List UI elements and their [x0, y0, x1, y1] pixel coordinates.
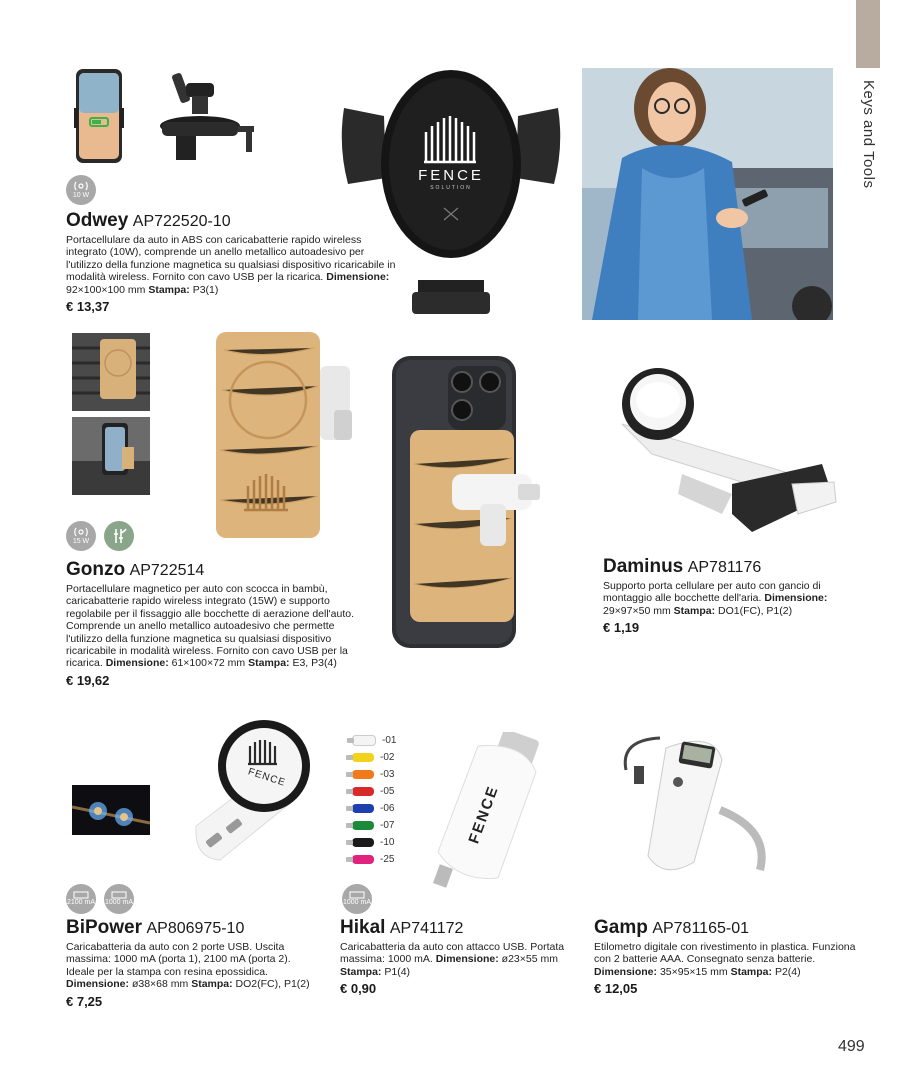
gonzo-phone-image [388, 354, 544, 652]
gamp-image [620, 730, 780, 880]
swatch [352, 838, 374, 847]
odwey-phone-thumbnail [74, 68, 126, 166]
hikal-image [428, 732, 540, 892]
output-1000ma-badge: 1000 mA [104, 884, 134, 914]
product-code: AP722520-10 [132, 213, 231, 230]
product-price: € 0,90 [340, 981, 377, 997]
swatch [352, 735, 376, 746]
section-label: Keys and Tools [860, 80, 877, 189]
product-code: AP741172 [389, 920, 464, 937]
swatch [352, 753, 374, 762]
hikal-title [340, 917, 570, 939]
product-name: Gamp [594, 917, 648, 938]
product-description: Portacellulare magnetico per auto con scocca in bambù, caricabatterie rapido wireless integrato (15W) e supporto regolabile per il fissaggio alle bocchette di aerazione dell'auto. Comprende un anello metallico autoadesivo che permette l'utilizzo della funzione magnetica su qualsiasi dispositivo ricaricabile in modalità wireless. Fornito con cavo USB per la ricarica. Dimensione: 61×100×72 mm Stampa: E3, P3(4) [66, 583, 355, 670]
gonzo-info [66, 559, 366, 688]
wireless-10w-badge: 10 W [66, 175, 96, 205]
svg-text:FENCE: FENCE [465, 782, 503, 846]
gonzo-bamboo-image [214, 330, 364, 540]
daminus-title [603, 556, 853, 578]
gonzo-title [66, 559, 366, 581]
daminus-info [603, 556, 853, 635]
product-description: Caricabatteria da auto con 2 porte USB. Uscita massima: 1000 mA (porta 1), 2100 mA (porta 2). Ideale per la stampa con resina epossidica. Dimensione: ø38×68 mm Stampa: DO2(FC), P1(2) [66, 941, 310, 991]
swatch [352, 804, 374, 813]
wireless-15w-badge: 15 W [66, 521, 96, 551]
color-variant[interactable]: -10 [352, 834, 412, 851]
section-tab-marker [856, 0, 880, 68]
product-name: BiPower [66, 917, 143, 938]
product-price: € 13,37 [66, 299, 110, 315]
bipower-image [176, 716, 326, 866]
color-variant[interactable]: -03 [352, 766, 412, 783]
product-description: Portacellulare da auto in ABS con caricabatterie rapido wireless integrato (10W), comprende un anello metallico autoadesivo per l'utilizzo della funzione magnetica su qualsiasi dispositivo ricaricabile in modalità wireless. Fornito con cavo USB per la ricarica. Dimensione: 92×100×100 mm Stampa: P3(1) [66, 234, 396, 296]
product-name: Gonzo [66, 559, 126, 580]
bipower-info [66, 917, 316, 1009]
swatch [352, 821, 374, 830]
product-description: Etilometro digitale con rivestimento in plastica. Funziona con 2 batterie AAA. Consegnato senza batterie. Dimensione: 35×95×15 mm Stampa: P2(4) [594, 941, 856, 978]
output-2100ma-badge: 2100 mA [66, 884, 96, 914]
color-variant[interactable]: -02 [352, 749, 412, 766]
product-code: AP781165-01 [652, 920, 749, 937]
product-code: AP781176 [687, 559, 762, 576]
swatch [352, 770, 374, 779]
swatch [352, 787, 374, 796]
product-description: Caricabatteria da auto con attacco USB. Portata massima: 1000 mA. Dimensione: ø23×55 mm Stampa: P1(4) [340, 941, 565, 978]
lifestyle-photo-woman [582, 68, 833, 320]
product-price: € 1,19 [603, 620, 640, 636]
page-number: 499 [838, 1038, 865, 1055]
gonzo-vent-photo-1 [72, 333, 150, 411]
color-variant[interactable]: -07 [352, 817, 412, 834]
color-variant[interactable]: -25 [352, 851, 412, 868]
product-code: AP722514 [129, 562, 205, 579]
daminus-image [612, 364, 840, 542]
product-name: Hikal [340, 917, 386, 938]
svg-text:SOLUTION: SOLUTION [430, 185, 472, 191]
odwey-vent-clip-thumbnail [156, 68, 256, 168]
svg-text:FENCE: FENCE [246, 766, 287, 789]
odwey-logo-text: FENCE [418, 167, 484, 184]
color-variant[interactable]: -05 [352, 783, 412, 800]
gamp-info [594, 917, 864, 996]
product-price: € 7,25 [66, 993, 103, 1009]
gamp-title [594, 917, 864, 939]
hikal-color-variants [352, 732, 412, 868]
odwey-info [66, 210, 396, 314]
output-1000ma-badge: 1000 mA [342, 884, 372, 914]
bipower-title [66, 917, 316, 939]
product-name: Daminus [603, 556, 684, 577]
bamboo-icon [104, 521, 134, 551]
product-code: AP806975-10 [146, 920, 245, 937]
gonzo-vent-photo-2 [72, 417, 150, 495]
product-price: € 12,05 [594, 981, 638, 997]
swatch [352, 855, 374, 864]
product-name: Odwey [66, 210, 129, 231]
odwey-title [66, 210, 396, 232]
color-variant[interactable]: -01 [352, 732, 412, 749]
product-description: Supporto porta cellulare per auto con gancio di montaggio alle bocchette dell'aria. Dimensione: 29×97×50 mm Stampa: DO1(FC), P1(2) [603, 580, 828, 617]
product-price: € 19,62 [66, 672, 110, 688]
color-variant[interactable]: -06 [352, 800, 412, 817]
hikal-info [340, 917, 570, 996]
bipower-night-photo [72, 785, 150, 835]
